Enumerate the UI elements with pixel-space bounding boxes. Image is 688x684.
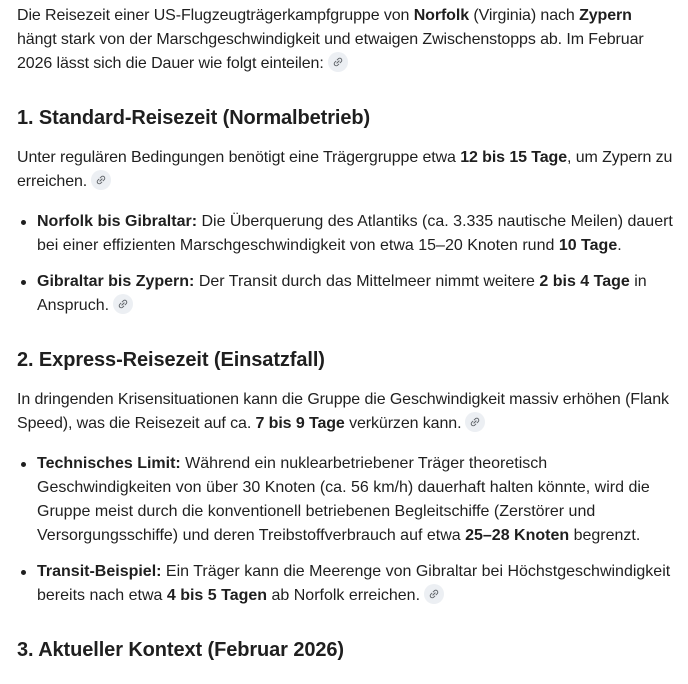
list-item-label: Norfolk bis Gibraltar:: [37, 213, 198, 230]
list-item-label: Technisches Limit:: [37, 455, 181, 472]
list-item-bold: 4 bis 5 Tagen: [166, 587, 268, 604]
section2-paragraph: [17, 388, 673, 436]
bullet: [21, 280, 26, 285]
section2-list: [17, 452, 673, 608]
link-icon: [332, 56, 344, 68]
list-item: [17, 270, 673, 318]
list-item-label: Transit-Beispiel:: [37, 563, 162, 580]
list-item-text: Die Überquerung des Atlantiks (ca. 3.335 nautische Meilen) dauert bei einer effizienten Marschgeschwindigkeit von etwa 15–20 Knoten rund: [37, 213, 673, 254]
intro-bold-destination: Zypern: [579, 7, 632, 24]
intro-text: hängt stark von der Marschgeschwindigkeit und etwaigen Zwischenstopps ab. Im Februar 2026 lässt sich die Dauer wie folgt einteilen:: [17, 31, 644, 72]
section2-text: In dringenden Krisensituationen kann die Gruppe die Geschwindigkeit massiv erhöhen (Flank Speed), was die Reisezeit auf ca.: [17, 391, 669, 432]
list-item-bold: 10 Tage: [558, 237, 618, 254]
list-item-text: Ein Träger kann die Meerenge von Gibraltar bei Höchstgeschwindigkeit bereits nach etwa: [37, 563, 671, 604]
source-link-button[interactable]: [113, 294, 133, 314]
intro-text: (Virginia) nach: [469, 7, 580, 24]
list-item-text: ab Norfolk erreichen.: [267, 587, 421, 604]
list-item: [17, 560, 673, 608]
link-icon: [117, 298, 129, 310]
link-icon: [469, 416, 481, 428]
list-item-text: Der Transit durch das Mittelmeer nimmt weitere: [194, 273, 540, 290]
section-heading-standard: 1. Standard-Reisezeit (Normalbetrieb): [17, 107, 371, 129]
list-item-label: Gibraltar bis Zypern:: [37, 273, 195, 290]
list-item-bold: 2 bis 4 Tage: [539, 273, 630, 290]
section2-bold-duration: 7 bis 9 Tage: [255, 415, 345, 432]
section1-text: Unter regulären Bedingungen benötigt eine Trägergruppe etwa: [17, 149, 461, 166]
bullet: [21, 220, 26, 225]
list-item: [17, 210, 673, 258]
section1-bold-duration: 12 bis 15 Tage: [460, 149, 568, 166]
list-item-bold: 25–28 Knoten: [465, 527, 570, 544]
intro-paragraph: [17, 4, 673, 76]
list-item-text: .: [617, 237, 622, 254]
list-item-text: in Anspruch.: [37, 273, 647, 314]
list-item-text: Während ein nuklearbetriebener Träger theoretisch Geschwindigkeiten von über 30 Knoten (ca. 56 km/h) dauerhaft halten könnte, wird die Gruppe meist durch die konventionell betriebenen Begleitschiffe (Zerstörer und Versorgungsschiffe) und deren Treibstoffverbrauch auf etwa: [37, 455, 650, 544]
link-icon: [95, 174, 107, 186]
response-content: [17, 4, 673, 664]
section-heading-context: 3. Aktueller Kontext (Februar 2026): [17, 639, 344, 661]
list-item-text: begrenzt.: [569, 527, 641, 544]
intro-text: Die Reisezeit einer US-Flugzeugträgerkampfgruppe von: [17, 7, 414, 24]
section2-text: verkürzen kann.: [344, 415, 462, 432]
bullet: [21, 570, 26, 575]
section1-paragraph: [17, 146, 673, 194]
source-link-button[interactable]: [328, 52, 348, 72]
source-link-button[interactable]: [91, 170, 111, 190]
section1-text: , um Zypern zu erreichen.: [17, 149, 673, 190]
section-heading-express: 2. Express-Reisezeit (Einsatzfall): [17, 349, 325, 371]
section1-list: [17, 210, 673, 318]
link-icon: [428, 588, 440, 600]
source-link-button[interactable]: [424, 584, 444, 604]
list-item: [17, 452, 673, 548]
bullet: [21, 462, 26, 467]
intro-bold-origin: Norfolk: [413, 7, 469, 24]
source-link-button[interactable]: [465, 412, 485, 432]
